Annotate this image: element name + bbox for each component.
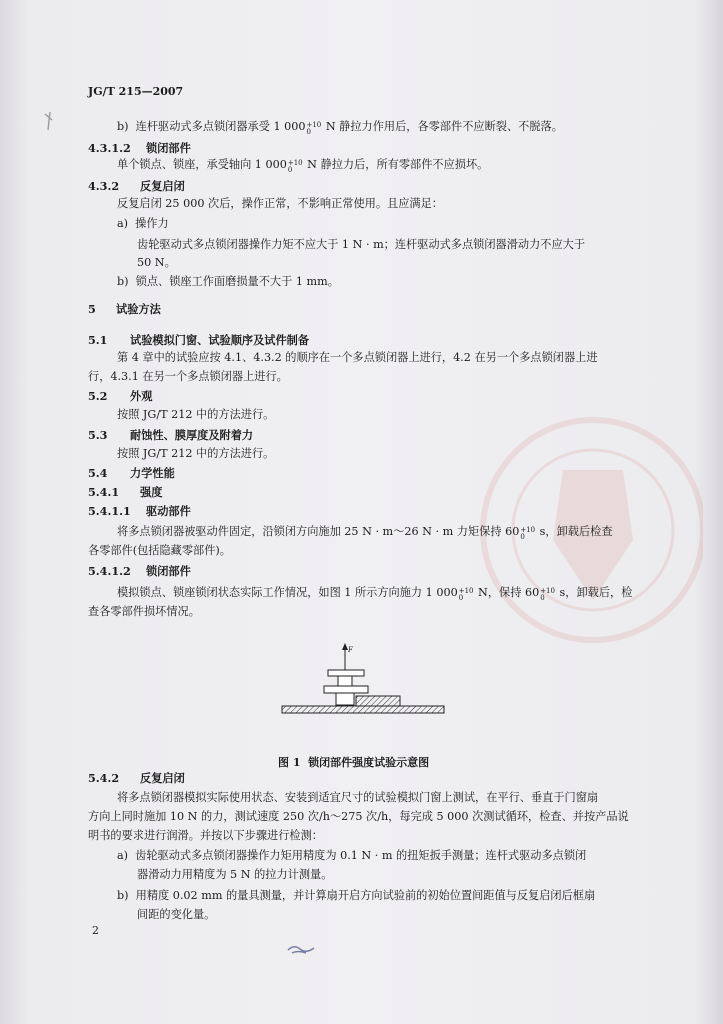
text-line: 间距的变化量。: [137, 908, 216, 921]
section-5-4-1-2-heading: 5.4.1.2 锁闭部件: [88, 564, 191, 578]
lock-seat-icon: [356, 696, 400, 706]
text-line: 反复启闭 25 000 次后，操作正常，不影响正常使用。且应满足：: [117, 197, 443, 210]
section-5-4-2-heading: 5.4.2 反复启闭: [88, 771, 185, 785]
text-line: 50 N。: [137, 256, 176, 269]
text-line: 按照 JG/T 212 中的方法进行。: [117, 408, 275, 421]
list-item: b) 用精度 0.02 mm 的量具测量，并计算扇开启方向试验前的初始位置间距值与反复启闭后框扇: [117, 889, 596, 902]
text-line: 模拟锁点、锁座锁闭状态实际工作情况，如图 1 所示方向施力 1 000 +10 0 N，保持 60 +10 0 s，卸载后，检: [117, 586, 633, 602]
section-5-1-heading: 5.1 试验模拟门窗、试验顺序及试件制备: [88, 333, 310, 347]
text-line: 器滑动力用精度为 5 N 的拉力计测量。: [137, 868, 333, 881]
ink-smudge-icon: [286, 942, 316, 956]
base-plate-icon: [282, 706, 444, 713]
section-5-heading: 5 试验方法: [88, 302, 161, 316]
section-5-4-heading: 5.4 力学性能: [88, 466, 175, 480]
text-line: 将多点锁闭器模拟实际使用状态、安装到适宜尺寸的试验模拟门窗上测试，在平行、垂直于门窗扇: [117, 791, 599, 804]
text-line: 单个锁点、锁座，承受轴向 1 000 +10 0 N 静拉力后，所有零部件不应损坏。: [117, 158, 489, 174]
section-5-3-heading: 5.3 耐蚀性、膜厚度及附着力: [88, 428, 254, 442]
text-line: 按照 JG/T 212 中的方法进行。: [117, 447, 275, 460]
text-line: 齿轮驱动式多点锁闭器操作力矩不应大于 1 N · m；连杆驱动式多点锁闭器滑动力不应大于: [137, 238, 586, 251]
section-4-3-2-heading: 4.3.2 反复启闭: [88, 179, 185, 193]
section-5-2-heading: 5.2 外观: [88, 389, 153, 403]
text-line: 方向上同时施加 10 N 的力，测试速度 250 次/h～275 次/h，每完成 5 000 次测试循环，检查、并按产品说: [88, 810, 629, 823]
section-5-4-1-1-heading: 5.4.1.1 驱动部件: [88, 504, 191, 518]
section-5-4-1-heading: 5.4.1 强度: [88, 485, 163, 499]
text-line: 第 4 章中的试验应按 4.1、4.3.2 的顺序在一个多点锁闭器上进行，4.2 在另一个多点锁闭器上进: [117, 351, 598, 364]
standard-code: JG/T 215—2007: [88, 85, 184, 98]
text-line: b) 连杆驱动式多点锁闭器承受 1 000 +10 0 N 静拉力作用后，各零部件不应断裂、不脱落。: [117, 120, 563, 136]
section-4-3-1-2-heading: 4.3.1.2 锁闭部件: [88, 141, 191, 155]
text-line: 各零部件(包括隐藏零部件)。: [88, 544, 231, 557]
page-number: 2: [92, 924, 99, 937]
list-item: a) 操作力: [117, 217, 169, 230]
text-line: 将多点锁闭器被驱动件固定，沿锁闭方向施加 25 N · m～26 N · m 力矩保持 60 +10 0 s，卸载后检查: [117, 525, 613, 541]
lock-strength-test-figure: [278, 640, 448, 730]
pencil-mark-icon: [42, 110, 60, 134]
tolerance: +10 0: [306, 121, 322, 136]
list-item: a) 齿轮驱动式多点锁闭器操作力矩用精度为 0.1 N · m 的扭矩扳手测量；连杆式驱动多点锁闭: [117, 849, 587, 862]
figure-caption: 图 1 锁闭部件强度试验示意图: [278, 756, 430, 769]
text-line: 明书的要求进行润滑。并按以下步骤进行检测：: [88, 829, 323, 842]
text-line: 查各零部件损坏情况。: [88, 605, 200, 618]
force-label: F: [348, 646, 353, 654]
text-line: 行，4.3.1 在另一个多点锁闭器上进行。: [88, 370, 288, 383]
list-item: b) 锁点、锁座工作面磨损量不大于 1 mm。: [117, 275, 339, 288]
